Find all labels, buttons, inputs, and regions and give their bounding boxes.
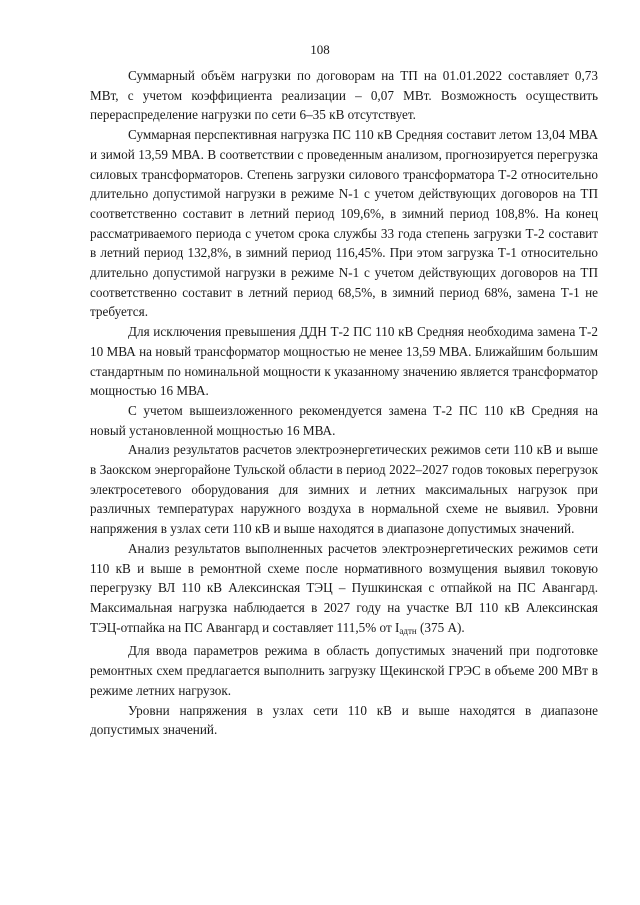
paragraph-voltage-levels: Уровни напряжения в узлах сети 110 кВ и выше находятся в диапазоне допустимых значений. [90, 702, 598, 738]
paragraph-transformer-replacement: Для исключения превышения ДДН Т-2 ПС 110 кВ Средняя необходима замена Т-2 10 МВА на новый трансформатор мощностью не менее 13,59 МВА. Ближайшим большим стандартным по номинальной мощности к указанному значению является трансформатор мощностью 16 МВА. [90, 324, 598, 399]
paragraph-repair-scheme-analysis [90, 539, 598, 642]
paragraph-repair-scheme-text: Анализ результатов выполненных расчетов электроэнергетических режимов сети 110 кВ и выше в ремонтной схеме после нормативного возмущения выявил токовую перегрузку ВЛ 110 кВ Алексинская ТЭЦ – Пушкинская с отпайкой на ПС Авангард. Максимальная нагрузка наблюдается в 2027 году на участке ВЛ 110 кВ Алексинская ТЭЦ-отпайка на ПС Авангард и составляет 111,5% от I [90, 540, 598, 635]
document-body [90, 66, 598, 740]
current-subscript: адтн [399, 625, 417, 636]
paragraph-recommendation: С учетом вышеизложенного рекомендуется замена Т-2 ПС 110 кВ Средняя на новый установленной мощностью 16 МВА. [90, 402, 598, 438]
paragraph-prospective-load: Суммарная перспективная нагрузка ПС 110 кВ Средняя составит летом 13,04 МВА и зимой 13,59 МВА. В соответствии с проведенным анализом, прогнозируется перегрузка силовых трансформаторов. Степень загрузки силового трансформатора Т-2 относительно длительно допустимой нагрузки в режиме N-1 с учетом действующих договоров на ТП соответственно составит в летний период 109,6%, в зимний период 108,8%. На конец рассматриваемого периода с учетом срока службы 33 года степень загрузки Т-2 составит в летний период 132,8%, в зимний период 116,45%. При этом загрузка Т-1 относительно длительно допустимой нагрузки в режиме N-1 с учетом действующих договоров на ТП соответственно составит в летний период 68,5%, в зимний период 68%, замена Т-1 не требуется. [90, 127, 598, 320]
paragraph-mode-parameters: Для ввода параметров режима в область допустимых значений при подготовке ремонтных схем предлагается выполнить загрузку Щекинской ГРЭС в объеме 200 МВт в режиме летних нагрузок. [90, 643, 598, 698]
paragraph-contract-load: Суммарный объём нагрузки по договорам на ТП на 01.01.2022 составляет 0,73 МВт, с учетом коэффициента реализации – 0,07 МВт. Возможность осуществить перераспределение нагрузки по сети 6–35 кВ отсутствует. [90, 68, 598, 123]
page-number: 108 [310, 42, 330, 57]
paragraph-repair-scheme-tail: (375 А). [416, 619, 465, 635]
paragraph-normal-scheme-analysis: Анализ результатов расчетов электроэнергетических режимов сети 110 кВ и выше в Заокском энергорайоне Тульской области в период 2022–2027 годов токовых перегрузок электросетевого оборудования для зимних и летних максимальных нагрузок при различных температурах наружного воздуха в нормальной схеме не выявил. Уровни напряжения в узлах сети 110 кВ и выше находятся в диапазоне допустимых значений. [90, 442, 598, 537]
